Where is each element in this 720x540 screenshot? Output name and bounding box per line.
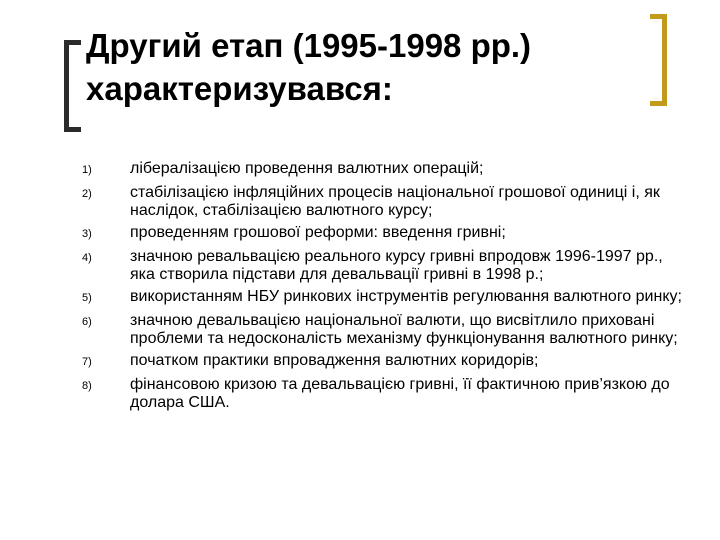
list-item — [82, 352, 682, 371]
list-item — [82, 288, 682, 307]
list-item-text: значною девальвацією національної валюти, що висвітлило приховані проблеми та недосконалість механізму функціонування валютного ринку; — [130, 312, 678, 347]
list-item-number: 5) — [82, 292, 92, 304]
list-item-text: початком практики впровадження валютних коридорів; — [130, 352, 539, 369]
list-item — [82, 312, 682, 347]
numbered-list — [82, 160, 682, 416]
list-item-number: 4) — [82, 252, 92, 264]
list-item — [82, 224, 682, 243]
list-item-text: використанням НБУ ринкових інструментів регулювання валютного ринку; — [130, 288, 682, 305]
list-item-number: 7) — [82, 356, 92, 368]
left-bracket-decoration — [64, 40, 81, 132]
list-item-number: 3) — [82, 228, 92, 240]
list-item — [82, 376, 682, 411]
list-item-number: 1) — [82, 164, 92, 176]
list-item — [82, 248, 682, 283]
right-bracket-decoration — [650, 14, 667, 106]
list-item-text: лібералізацією проведення валютних операцій; — [130, 160, 484, 177]
list-item-text: фінансовою кризою та девальвацією гривні, її фактичною прив’язкою до долара США. — [130, 376, 670, 411]
list-item-number: 2) — [82, 188, 92, 200]
list-item-text: стабілізацією інфляційних процесів національної грошової одиниці і, як наслідок, стабілізацією валютного курсу; — [130, 184, 660, 219]
list-item — [82, 184, 682, 219]
list-item-text: значною ревальвацією реального курсу гривні впродовж 1996-1997 рр., яка створила підстави для девальвації гривні в 1998 р.; — [130, 248, 663, 283]
list-item — [82, 160, 682, 179]
list-item-text: проведенням грошової реформи: введення гривні; — [130, 224, 506, 241]
list-item-number: 8) — [82, 380, 92, 392]
list-item-number: 6) — [82, 316, 92, 328]
slide-title: Другий етап (1995-1998 рр.) характеризувався: — [86, 27, 532, 107]
